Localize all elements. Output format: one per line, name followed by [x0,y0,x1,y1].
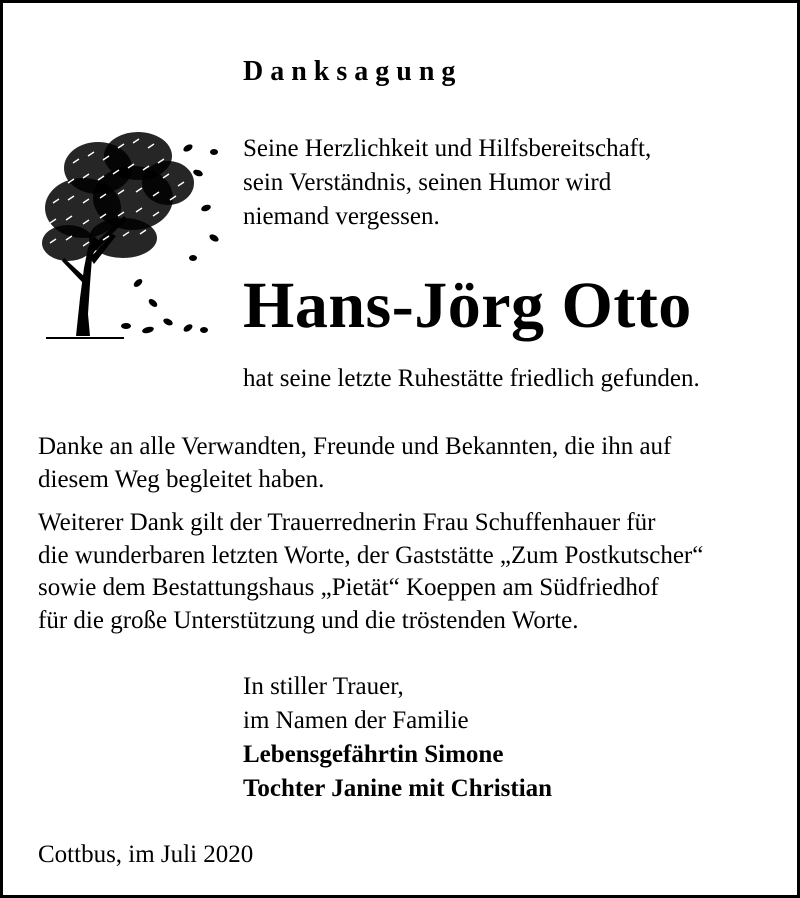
paragraph-line: Danke an alle Verwandten, Freunde und Bekannten, die ihn auf [38,433,672,460]
place-date: Cottbus, im Juli 2020 [38,841,254,868]
paragraph-line: diesem Weg begleitet haben. [38,465,325,493]
tribute-quote [243,132,763,234]
signer-2: Tochter Janine mit Christian [243,775,553,802]
paragraph-line: die wunderbaren letzten Worte, der Gaststätte „Zum Postkutscher“ [38,541,704,569]
paragraph-line: sowie dem Bestattungshaus „Pietät“ Koeppen am Südfriedhof [38,574,659,601]
thanks-paragraph-1 [38,431,778,496]
quote-line: niemand vergessen. [243,203,440,230]
closing-line-2: im Namen der Familie [243,707,469,734]
rest-line: hat seine letzte Ruhestätte friedlich gefunden. [243,365,700,392]
paragraph-line: für die große Unterstützung und die tröstenden Worte. [38,606,579,634]
closing-block [243,670,552,806]
thanks-paragraph-2 [38,507,778,637]
closing-line-1: In stiller Trauer, [243,673,404,700]
paragraph-line: Weiterer Dank gilt der Trauerrednerin Frau Schuffenhauer für [38,509,656,536]
deceased-name: Hans-Jörg Otto [243,269,692,342]
notice-heading: Danksagung [243,56,463,87]
quote-line: Seine Herzlichkeit und Hilfsbereitschaft, [243,135,652,162]
windblown-tree-icon [28,108,228,348]
signer-1: Lebensgefährtin Simone [243,741,504,768]
quote-line: sein Verständnis, seinen Humor wird [243,169,612,196]
